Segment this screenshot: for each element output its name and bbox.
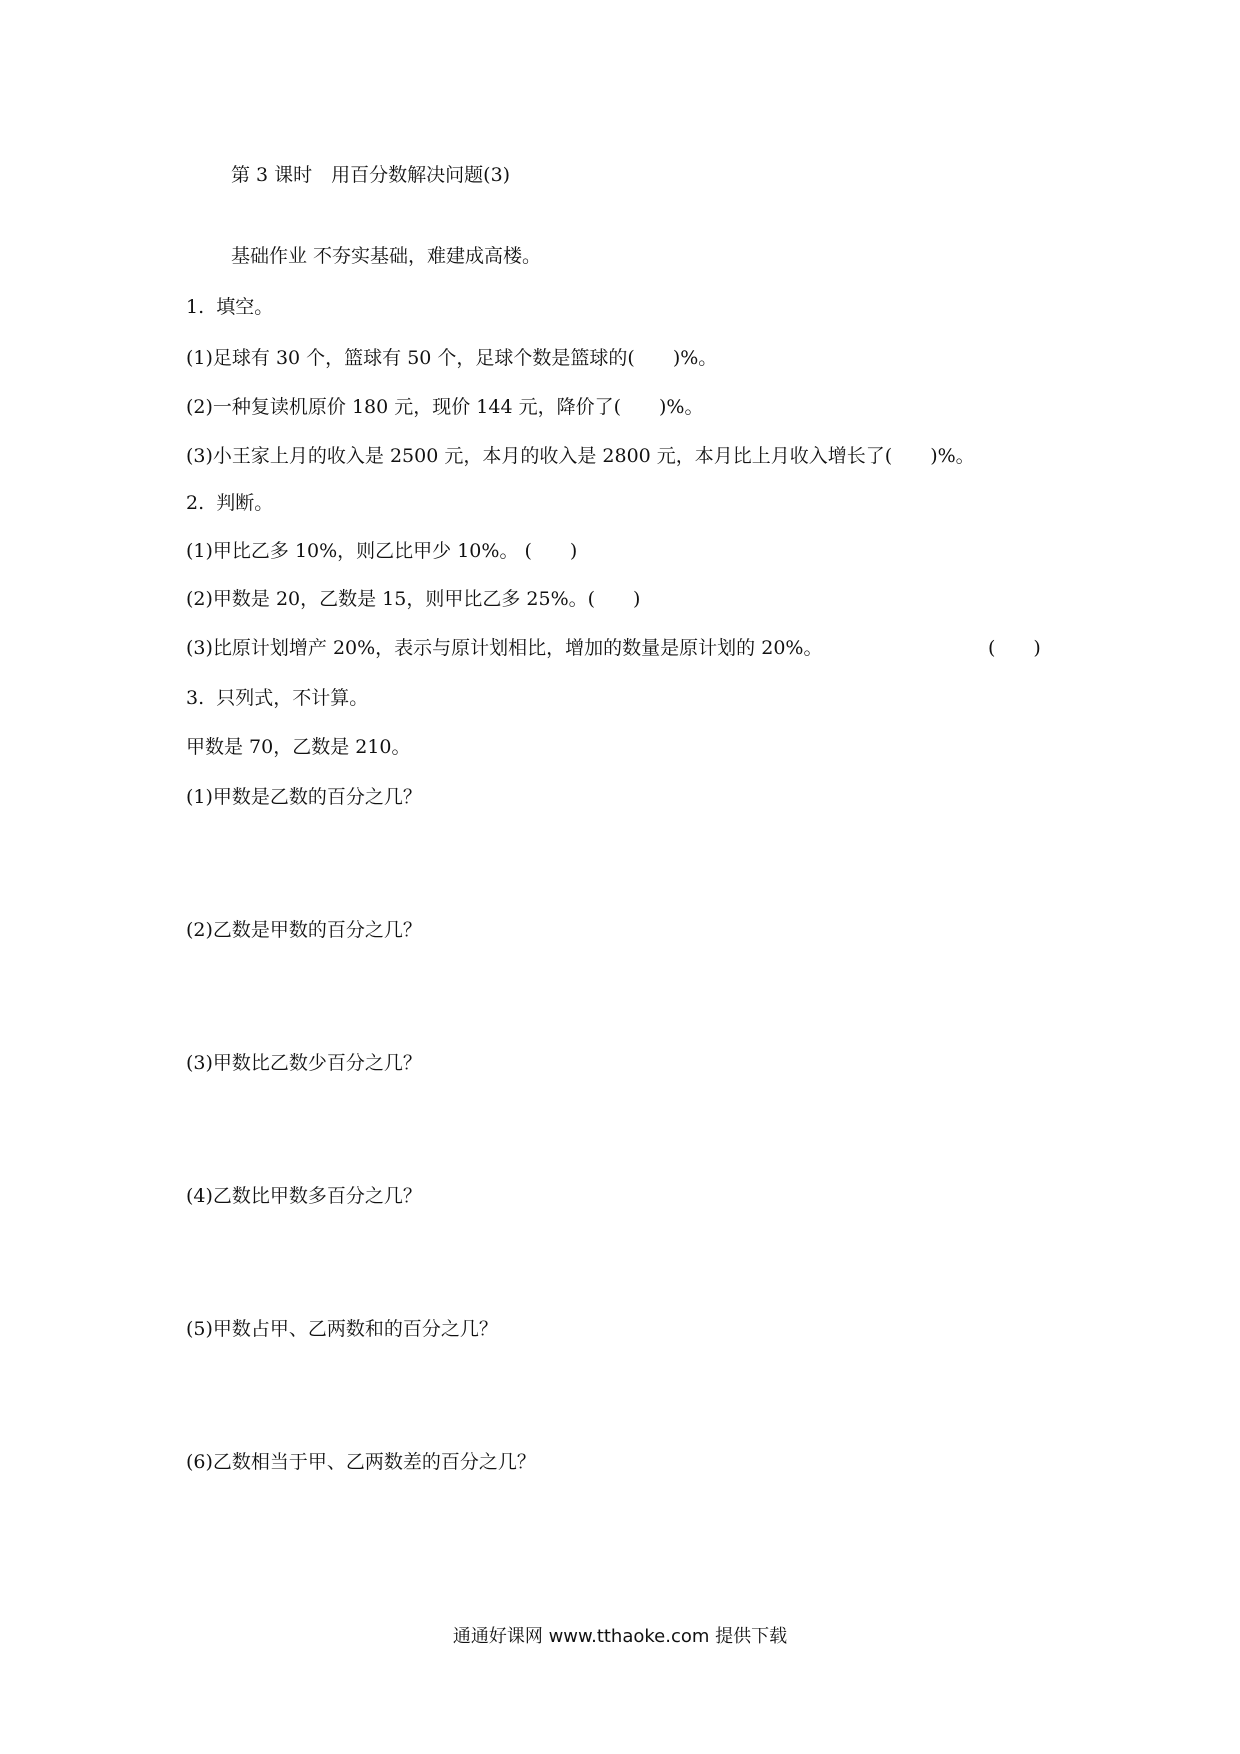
question-2-item-3-bracket: ( ) <box>988 637 1041 659</box>
question-1-heading: 1. 填空。 <box>186 296 274 318</box>
question-3-given: 甲数是 70，乙数是 210。 <box>186 736 411 758</box>
question-3-item-1: (1)甲数是乙数的百分之几？ <box>186 786 422 808</box>
question-2-item-3: (3)比原计划增产 20%，表示与原计划相比，增加的数量是原计划的 20%。 <box>186 637 823 659</box>
question-3-item-2: (2)乙数是甲数的百分之几？ <box>186 919 422 941</box>
question-1-item-3: (3)小王家上月的收入是 2500 元，本月的收入是 2800 元，本月比上月收入增长了( )%。 <box>186 445 975 467</box>
question-3-item-5: (5)甲数占甲、乙两数和的百分之几？ <box>186 1318 498 1340</box>
question-3-item-3: (3)甲数比乙数少百分之几？ <box>186 1052 422 1074</box>
section-subtitle: 基础作业 不夯实基础，难建成高楼。 <box>231 245 542 267</box>
question-3-item-4: (4)乙数比甲数多百分之几？ <box>186 1185 422 1207</box>
page-footer: 通通好课网 www.tthaoke.com 提供下载 <box>452 1626 788 1647</box>
page-title: 第 3 课时 用百分数解决问题(3) <box>231 164 511 186</box>
question-3-item-6: (6)乙数相当于甲、乙两数差的百分之几？ <box>186 1451 536 1473</box>
question-1-item-2: (2)一种复读机原价 180 元，现价 144 元，降价了( )%。 <box>186 396 704 418</box>
question-2-item-2: (2)甲数是 20，乙数是 15，则甲比乙多 25%。( ) <box>186 588 641 610</box>
question-2-heading: 2. 判断。 <box>186 492 274 514</box>
question-1-item-1: (1)足球有 30 个，篮球有 50 个，足球个数是篮球的( )%。 <box>186 347 718 369</box>
question-2-item-1: (1)甲比乙多 10%，则乙比甲少 10%。 ( ) <box>186 540 578 562</box>
question-3-heading: 3. 只列式，不计算。 <box>186 687 369 709</box>
